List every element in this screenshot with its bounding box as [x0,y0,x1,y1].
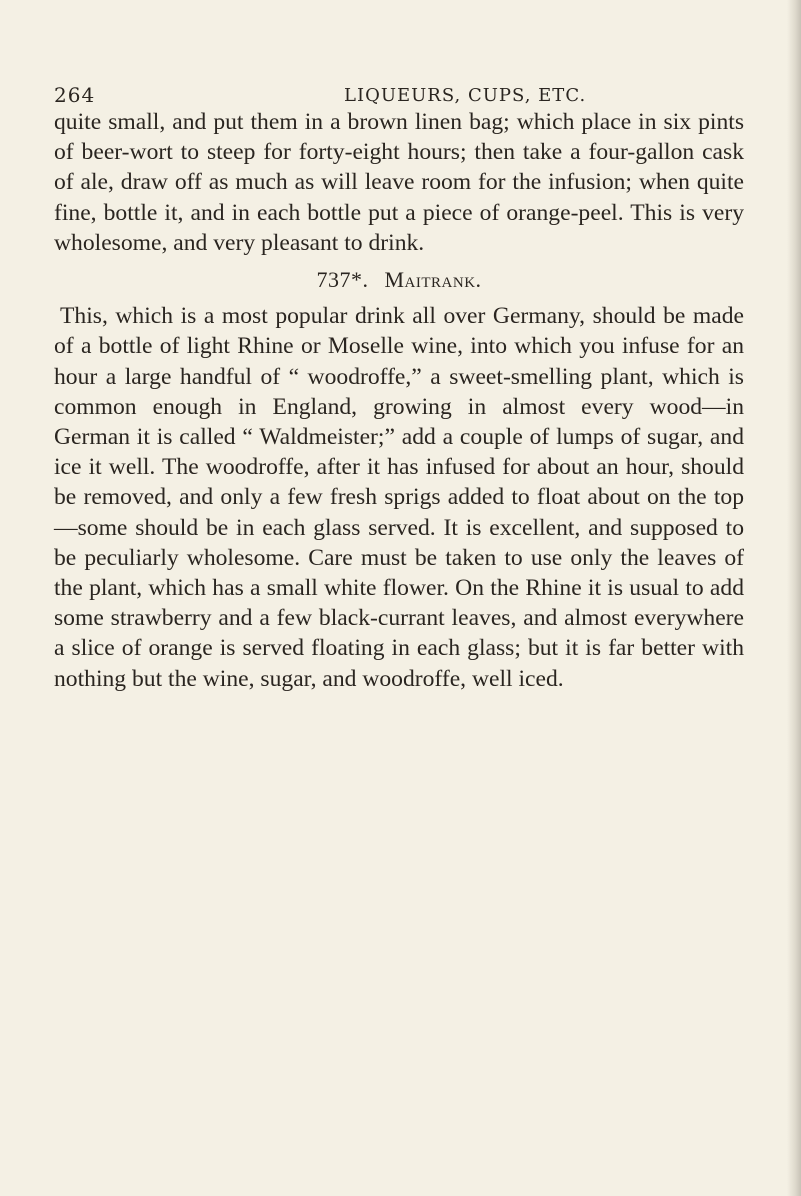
body-text [54,107,744,694]
running-head: LIQUEURS, CUPS, ETC. [344,85,587,106]
paragraph-maitrank: This, which is a most popular drink all over Germany, should be made of a bottle of light Rhine or Moselle wine, into which you infuse for an hour a large handful of “ woodroffe,” a sweet-smelling plant, which is common enough in England, growing in almost every wood—in German it is called “ Waldmeister;” add a couple of lumps of sugar, and ice it well. The woodroffe, after it has infused for about an hour, should be removed, and only a few fresh sprigs added to float about on the top —some should be in each glass served. It is excellent, and supposed to be peculiarly wholesome. Care must be taken to use only the leaves of the plant, which has a small white flower. On the Rhine it is usual to add some strawberry and a few black-currant leaves, and almost everywhere a slice of orange is served floating in each glass; but it is far better with nothing but the wine, sugar, and woodroffe, well iced. [54,303,744,692]
section-heading [54,265,744,295]
page-number: 264 [54,83,96,107]
paragraph-continued: quite small, and put them in a brown linen bag; which place in six pints of beer-wort to steep for forty-eight hours; then take a four-gallon cask of ale, draw off as much as will leave room for the infusion; when quite fine, bottle it, and in each bottle put a piece of orange-peel. This is very wholesome, and very pleasant to drink. [54,109,744,256]
page-edge-shadow [787,0,801,1196]
recipe-title: Maitrank. [384,267,482,293]
recipe-number: 737*. [316,267,369,293]
